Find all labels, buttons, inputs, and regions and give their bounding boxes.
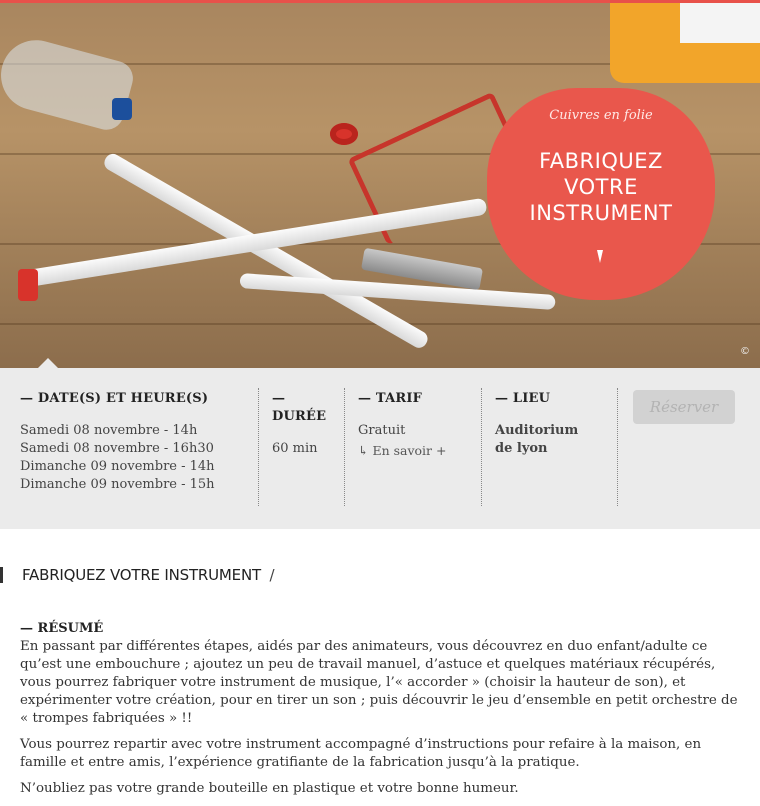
dates-heading: — DATE(S) ET HEURE(S) bbox=[20, 391, 209, 406]
reserve-button[interactable]: Réserver bbox=[633, 390, 735, 424]
summary-paragraph: Vous pourrez repartir avec votre instrument accompagné d’instructions pour refaire à la maison, en famille et entre amis, l’expérience gratifiante de la fabrication jusqu’à la pratique. bbox=[20, 737, 702, 770]
duration-value: 60 min bbox=[272, 441, 318, 456]
breadcrumb-marker bbox=[0, 567, 3, 583]
venue-name-line2: de lyon bbox=[495, 441, 548, 456]
duration-heading: — DURÉE bbox=[272, 391, 327, 424]
hero-image bbox=[0, 3, 760, 368]
badge-title-line: VOTRE bbox=[564, 175, 638, 199]
summary-section bbox=[20, 620, 742, 806]
date-item: Samedi 08 novembre - 16h30 bbox=[20, 441, 214, 456]
hero-badge bbox=[487, 88, 715, 300]
summary-paragraph: N’oubliez pas votre grande bouteille en plastique et votre bonne humeur. bbox=[20, 781, 519, 796]
red-mouthpiece bbox=[18, 269, 38, 301]
event-info-panel bbox=[0, 368, 760, 529]
venue-name: Auditorium bbox=[495, 423, 579, 438]
badge-kicker: Cuivres en folie bbox=[549, 108, 653, 123]
red-cap bbox=[330, 123, 358, 145]
down-arrow-icon[interactable] bbox=[597, 250, 603, 263]
dates-column bbox=[20, 390, 250, 494]
badge-title bbox=[497, 148, 705, 226]
date-item: Dimanche 09 novembre - 14h bbox=[20, 459, 215, 474]
orange-crate bbox=[610, 3, 760, 83]
blue-ring bbox=[112, 98, 132, 120]
price-heading: — TARIF bbox=[358, 391, 423, 406]
breadcrumb-title: FABRIQUEZ VOTRE INSTRUMENT bbox=[22, 566, 261, 584]
price-value: Gratuit bbox=[358, 423, 406, 438]
column-divider bbox=[344, 388, 345, 506]
breadcrumb bbox=[22, 566, 274, 584]
more-info-link[interactable]: ↳ En savoir + bbox=[358, 443, 447, 458]
venue-heading: — LIEU bbox=[495, 391, 551, 406]
summary-heading: — RÉSUMÉ bbox=[20, 621, 104, 636]
venue-column bbox=[495, 390, 613, 458]
column-divider bbox=[481, 388, 482, 506]
date-item: Samedi 08 novembre - 14h bbox=[20, 423, 198, 438]
badge-title-line: FABRIQUEZ bbox=[539, 149, 663, 173]
badge-title-line: INSTRUMENT bbox=[529, 201, 673, 225]
info-notch bbox=[38, 358, 58, 368]
column-divider bbox=[258, 388, 259, 506]
summary-paragraph: En passant par différentes étapes, aidés par des animateurs, vous découvrez en duo enfant/adulte ce qu’est une embouchure ; ajoutez un peu de travail manuel, d’astuce et quelques matériaux récupérés, vous pourrez fabriquer votre instrument de musique, l’« accorder » (choisir la hauteur de son), et expérimenter votre création, pour en tirer un son ; puis découvrir le jeu d’ensemble en petit orchestre de « trompes fabriquées » !! bbox=[20, 639, 738, 726]
price-column bbox=[358, 390, 476, 460]
date-item: Dimanche 09 novembre - 15h bbox=[20, 477, 215, 492]
duration-column bbox=[272, 390, 338, 458]
paper-sheet bbox=[680, 3, 760, 43]
column-divider bbox=[617, 388, 618, 506]
pvc-tube bbox=[239, 273, 555, 310]
breadcrumb-separator: / bbox=[269, 566, 275, 584]
copyright-mark: © bbox=[740, 346, 750, 357]
